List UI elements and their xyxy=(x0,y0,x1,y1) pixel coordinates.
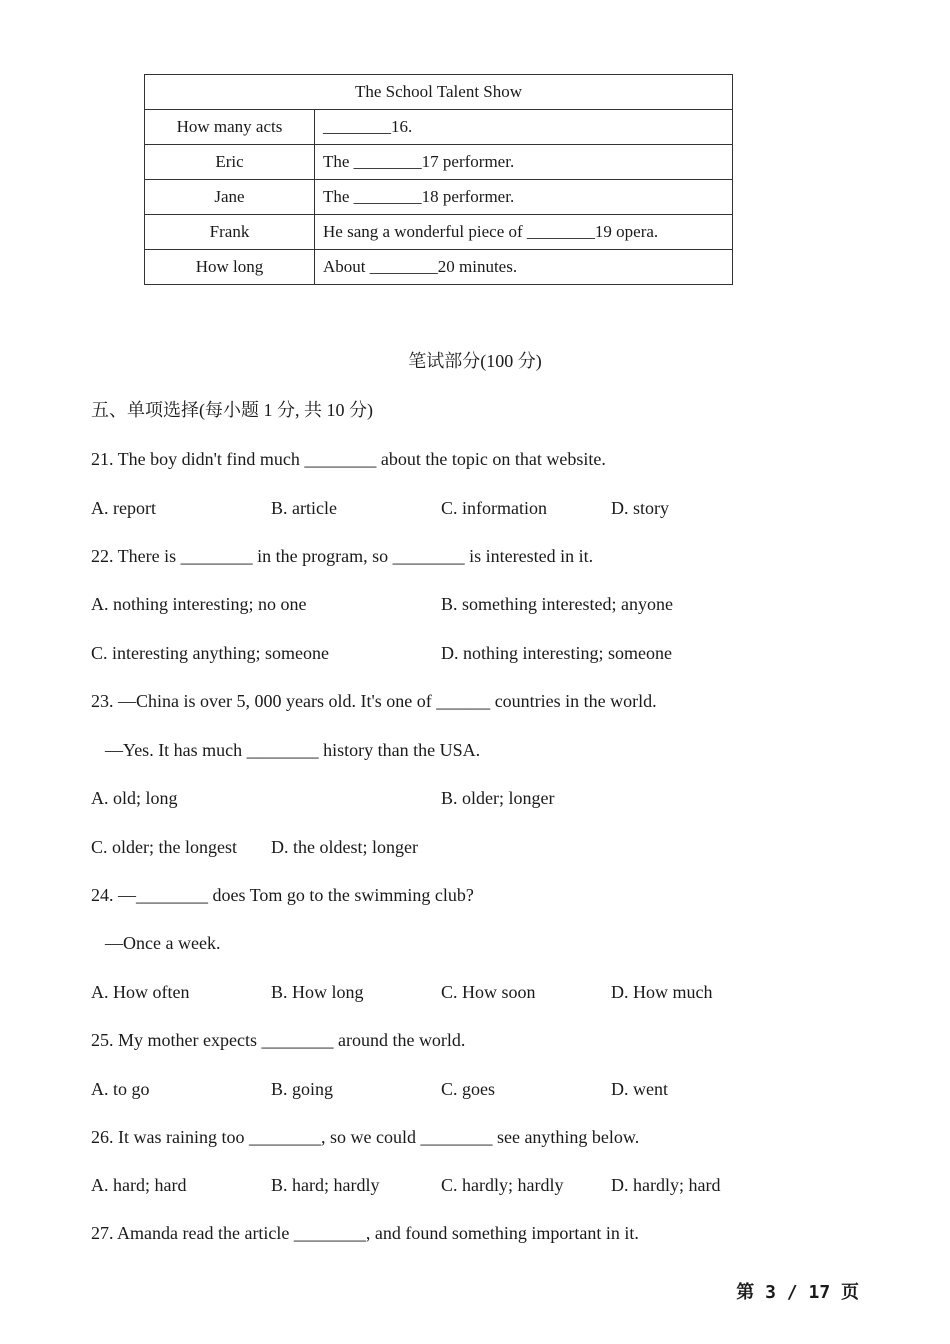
section-title: 笔试部分(100 分) xyxy=(408,351,542,371)
table-row xyxy=(145,145,733,180)
row-label: How long xyxy=(145,250,315,285)
row-label: Frank xyxy=(145,215,315,250)
question-24-stem: 24. —________ does Tom go to the swimming club? xyxy=(91,885,474,905)
question-25-option-b: B. going xyxy=(271,1079,334,1099)
question-22-option-b: B. something interested; anyone xyxy=(441,594,673,614)
question-26-option-d: D. hardly; hard xyxy=(611,1175,721,1195)
row-value: He sang a wonderful piece of ________19 opera. xyxy=(315,215,733,250)
table-row xyxy=(145,110,733,145)
question-24-reply: —Once a week. xyxy=(105,933,221,953)
question-22-stem: 22. There is ________ in the program, so ________ is interested in it. xyxy=(91,546,594,566)
question-25-option-c: C. goes xyxy=(441,1079,495,1099)
question-25-stem: 25. My mother expects ________ around the world. xyxy=(91,1030,466,1050)
question-21-option-d: D. story xyxy=(611,498,669,518)
part-heading: 五、单项选择(每小题 1 分, 共 10 分) xyxy=(91,400,373,420)
question-24-option-c: C. How soon xyxy=(441,982,536,1002)
question-24-option-b: B. How long xyxy=(271,982,364,1002)
question-22-option-d: D. nothing interesting; someone xyxy=(441,643,672,663)
question-25-option-d: D. went xyxy=(611,1079,668,1099)
question-23-option-d: D. the oldest; longer xyxy=(271,837,418,857)
row-value: The ________17 performer. xyxy=(315,145,733,180)
question-22-option-a: A. nothing interesting; no one xyxy=(91,594,307,614)
table-row xyxy=(145,215,733,250)
row-label: Jane xyxy=(145,180,315,215)
row-label: Eric xyxy=(145,145,315,180)
question-26-stem: 26. It was raining too ________, so we could ________ see anything below. xyxy=(91,1127,640,1147)
row-label: How many acts xyxy=(145,110,315,145)
question-23-stem: 23. —China is over 5, 000 years old. It's one of ______ countries in the world. xyxy=(91,691,657,711)
row-value: The ________18 performer. xyxy=(315,180,733,215)
question-25-option-a: A. to go xyxy=(91,1079,150,1099)
question-23-option-a: A. old; long xyxy=(91,788,178,808)
question-26-option-a: A. hard; hard xyxy=(91,1175,187,1195)
question-23-option-b: B. older; longer xyxy=(441,788,555,808)
table-row xyxy=(145,250,733,285)
table-title-row xyxy=(145,75,733,110)
question-27-stem: 27. Amanda read the article ________, and found something important in it. xyxy=(91,1223,639,1243)
question-21-option-b: B. article xyxy=(271,498,337,518)
talent-show-table xyxy=(144,74,733,285)
question-26-option-b: B. hard; hardly xyxy=(271,1175,380,1195)
question-21-option-c: C. information xyxy=(441,498,547,518)
table-row xyxy=(145,180,733,215)
question-23-reply: —Yes. It has much ________ history than the USA. xyxy=(105,740,481,760)
question-24-option-d: D. How much xyxy=(611,982,713,1002)
question-21-option-a: A. report xyxy=(91,498,156,518)
question-23-option-c: C. older; the longest xyxy=(91,837,237,857)
row-value: About ________20 minutes. xyxy=(315,250,733,285)
question-22-option-c: C. interesting anything; someone xyxy=(91,643,329,663)
question-21-stem: 21. The boy didn't find much ________ about the topic on that website. xyxy=(91,449,606,469)
row-value: ________16. xyxy=(315,110,733,145)
page-number: 第 3 / 17 页 xyxy=(736,1282,859,1303)
table-title: The School Talent Show xyxy=(145,75,733,110)
question-26-option-c: C. hardly; hardly xyxy=(441,1175,564,1195)
question-24-option-a: A. How often xyxy=(91,982,190,1002)
